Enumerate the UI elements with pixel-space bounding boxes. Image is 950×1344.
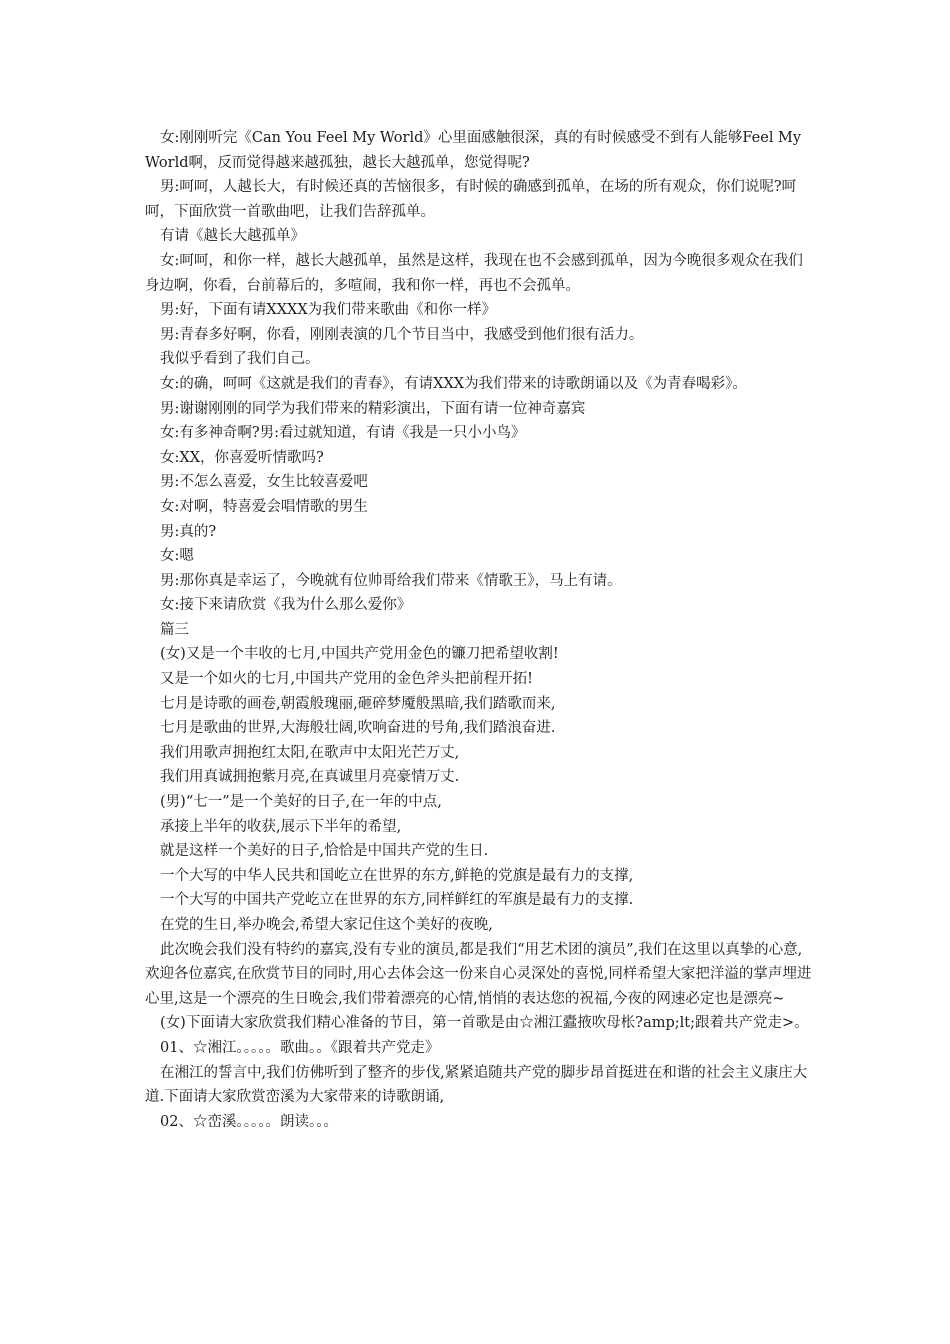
paragraph: 女:刚刚听完《Can You Feel My World》心里面感触很深，真的有时候感受不到有人能够Feel My World啊，反而觉得越来越孤独，越长大越孤单，您觉得呢?	[145, 130, 802, 171]
paragraph: 男:谢谢刚刚的同学为我们带来的精彩演出，下面有请一位神奇嘉宾	[160, 400, 586, 417]
paragraph: 有请《越长大越孤单》	[160, 228, 305, 245]
paragraph: 02、☆峦溪。。。。。朗读。。。	[160, 1113, 338, 1130]
document-body	[145, 126, 815, 1134]
paragraph: 01、☆湘江。。。。。歌曲。。《跟着共产党走》	[160, 1039, 440, 1056]
paragraph: 男:真的?	[160, 523, 217, 540]
paragraph: 我们用真诚拥抱紫月亮,在真诚里月亮豪情万丈.	[160, 769, 460, 786]
paragraph: 女:有多神奇啊?男:看过就知道，有请《我是一只小小鸟》	[160, 425, 526, 442]
paragraph: 一个大写的中国共产党屹立在世界的东方,同样鲜红的军旗是最有力的支撑.	[160, 892, 634, 909]
paragraph: (男)“七一”是一个美好的日子,在一年的中点,	[160, 794, 442, 811]
paragraph: 在湘江的誓言中,我们仿佛听到了整齐的步伐,紧紧追随共产党的脚步昂首挺进在和谐的社会主义康庄大道.下面请大家欣赏峦溪为大家带来的诗歌朗诵,	[145, 1064, 808, 1106]
paragraph: 承接上半年的收获,展示下半年的希望,	[160, 818, 402, 835]
paragraph: 女:接下来请欣赏《我为什么那么爱你》	[160, 597, 412, 614]
paragraph: 又是一个如火的七月,中国共产党用的金色斧头把前程开拓!	[160, 671, 533, 688]
paragraph: 我们用歌声拥抱红太阳,在歌声中太阳光芒万丈,	[160, 744, 460, 761]
paragraph: 男:好，下面有请XXXX为我们带来歌曲《和你一样》	[160, 302, 497, 319]
paragraph: 我似乎看到了我们自己。	[160, 351, 320, 368]
paragraph: 女:的确，呵呵《这就是我们的青春》，有请XXX为我们带来的诗歌朗诵以及《为青春喝彩》。	[160, 375, 747, 392]
paragraph: 男:青春多好啊，你看，刚刚表演的几个节目当中，我感受到他们很有活力。	[160, 326, 644, 343]
paragraph: 此次晚会我们没有特约的嘉宾,没有专业的演员,都是我们“用艺术团的演员”,我们在这里以真挚的心意,欢迎各位嘉宾,在欣赏节目的同时,用心去体会这一份来自心灵深处的喜悦,同样希望大家把洋溢的掌声埋进心里,这是一个漂亮的生日晚会,我们带着漂亮的心情,悄悄的表达您的祝福,今夜的网速必定也是漂亮~	[145, 941, 812, 1007]
paragraph: (女)又是一个丰收的七月,中国共产党用金色的镰刀把希望收割!	[160, 646, 559, 663]
paragraph: 女:对啊，特喜爱会唱情歌的男生	[160, 498, 368, 515]
paragraph: 七月是歌曲的世界,大海般壮阔,吹响奋进的号角,我们踏浪奋进.	[160, 720, 556, 737]
paragraph: 男:不怎么喜爱，女生比较喜爱吧	[160, 474, 368, 491]
paragraph: 就是这样一个美好的日子,恰恰是中国共产党的生日.	[160, 843, 489, 860]
paragraph: (女)下面请大家欣赏我们精心准备的节目，第一首歌是由☆湘江蠹掖吹母枨?amp;lt;跟着共产党走>。	[160, 1015, 809, 1032]
paragraph: 男:呵呵，人越长大，有时候还真的苦恼很多，有时候的确感到孤单，在场的所有观众，你们说呢?呵呵，下面欣赏一首歌曲吧，让我们告辞孤单。	[145, 179, 797, 220]
paragraph: 七月是诗歌的画卷,朝霞般瑰丽,砸碎梦魇般黑暗,我们踏歌而来,	[160, 695, 556, 712]
paragraph: 男:那你真是幸运了，今晚就有位帅哥给我们带来《情歌王》，马上有请。	[160, 572, 622, 589]
paragraph: 女:嗯	[160, 548, 194, 565]
paragraph: 女:呵呵，和你一样，越长大越孤单，虽然是这样，我现在也不会感到孤单，因为今晚很多观众在我们身边啊，你看，台前幕后的，多喧闹，我和你一样，再也不会孤单。	[145, 252, 803, 294]
paragraph: 在党的生日,举办晚会,希望大家记住这个美好的夜晚,	[160, 917, 493, 933]
paragraph: 一个大写的中华人民共和国屹立在世界的东方,鲜艳的党旗是最有力的支撑,	[160, 867, 634, 884]
paragraph: 女:XX，你喜爱听情歌吗?	[160, 449, 324, 466]
section-heading: 篇三	[160, 621, 189, 638]
